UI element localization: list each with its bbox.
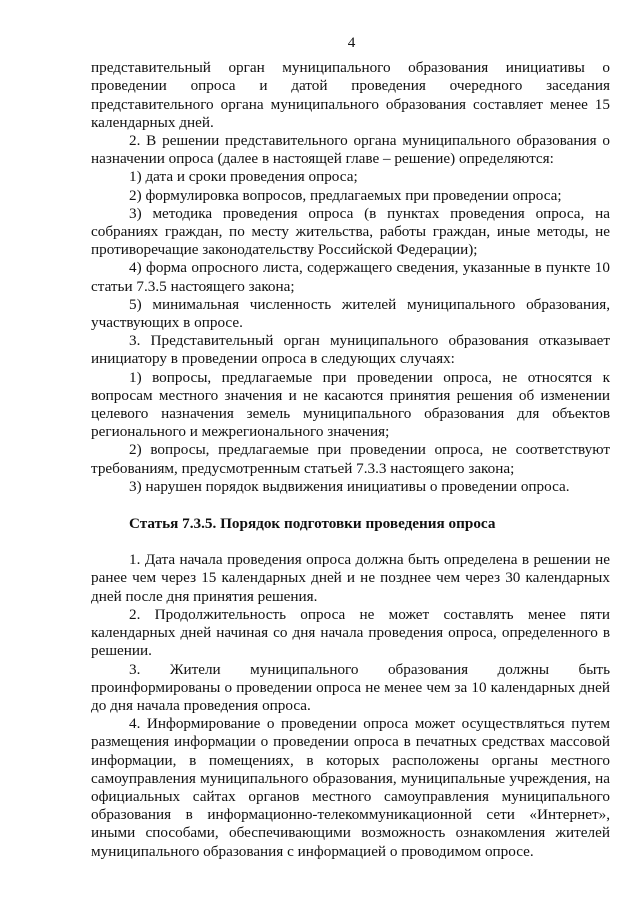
article-paragraph-3: 3. Жители муниципального образования должны быть проинформированы о проведении опроса не менее чем за 10 календарных дней до дня начала проведения опроса. xyxy=(91,660,610,714)
paragraph-subitem-3: 3) методика проведения опроса (в пунктах проведения опроса, на собраниях граждан, по месту жительства, работы граждан, иные методы, не противоречащие законодательству Российской Федерации); xyxy=(91,204,610,259)
page-number: 4 xyxy=(347,34,356,51)
document-page xyxy=(91,34,610,861)
article-paragraph-1: 1. Дата начала проведения опроса должна быть определена в решении не ранее чем через 15 календарных дней и не позднее чем через 30 календарных дней после дня принятия решения. xyxy=(91,551,610,605)
article-paragraph-2: 2. Продолжительность опроса не может составлять менее пяти календарных дней начиная со дня начала проведения опроса, определенного в решении. xyxy=(91,605,610,660)
paragraph-subitem-1: 1) дата и сроки проведения опроса; xyxy=(129,168,358,186)
paragraph-subitem-4: 4) форма опросного листа, содержащего сведения, указанные в пункте 10 статьи 7.3.5 настоящего закона; xyxy=(91,259,610,295)
paragraph-subitem-2: 2) формулировка вопросов, предлагаемых при проведении опроса; xyxy=(129,186,562,204)
paragraph-refusal-3: 3) нарушен порядок выдвижения инициативы о проведении опроса. xyxy=(129,477,570,495)
paragraph-item-2: 2. В решении представительного органа муниципального образования о назначении опроса (далее в настоящей главе – решение) определяются: xyxy=(91,132,610,168)
paragraph-subitem-5: 5) минимальная численность жителей муниципального образования, участвующих в опросе. xyxy=(91,295,610,332)
paragraph-refusal-1: 1) вопросы, предлагаемые при проведении опроса, не относятся к вопросам местного значения и не касаются принятия решения об изменении целевого назначения земель муниципального образования для объектов регионального и межрегионального значения; xyxy=(91,368,610,441)
paragraph-refusal-2: 2) вопросы, предлагаемые при проведении опроса, не соответствуют требованиям, предусмотренным статьей 7.3.3 настоящего закона; xyxy=(91,441,610,477)
article-paragraph-4: 4. Информирование о проведении опроса может осуществляться путем размещения информации о проведении опроса в печатных средствах массовой информации, в помещениях, в которых расположены органы местного самоуправления муниципального образования, муниципальные учреждения, на официальных сайтах органов местного самоуправления муниципального образования в информационно-телекоммуникационной сети «Интернет», иными способами, обеспечивающими возможность ознакомления жителей муниципального образования с информацией о проводимом опросе. xyxy=(91,715,610,860)
paragraph-item-3: 3. Представительный орган муниципального образования отказывает инициатору в проведении опроса в следующих случаях: xyxy=(91,332,610,368)
paragraph-continuation: представительный орган муниципального образования инициативы о проведении опроса и датой проведения очередного заседания представительного органа муниципального образования составляет менее 15 календарных дней. xyxy=(91,59,610,131)
article-heading: Статья 7.3.5. Порядок подготовки проведения опроса xyxy=(129,515,496,533)
